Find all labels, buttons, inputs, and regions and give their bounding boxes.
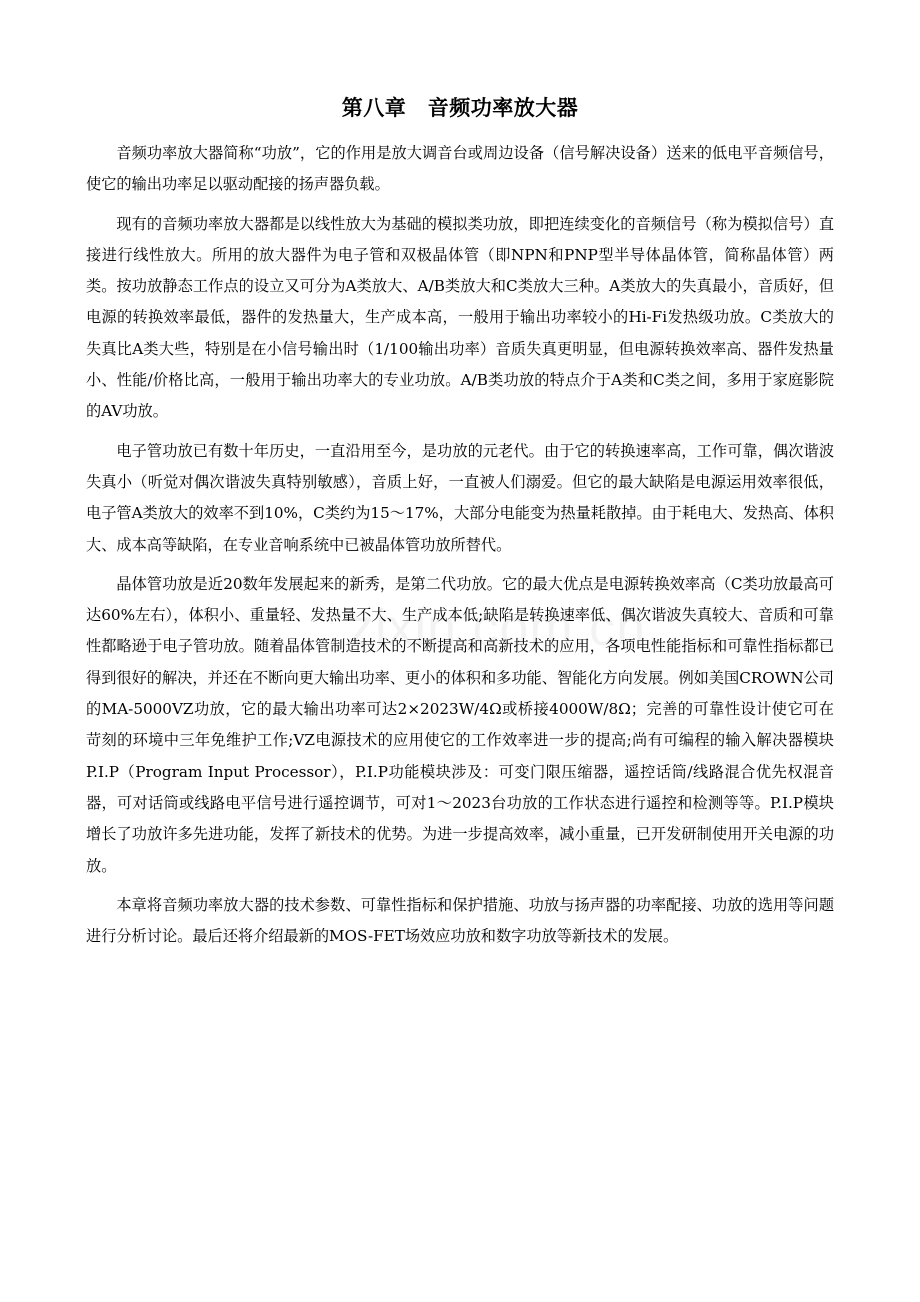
paragraph-amplifier-classes: 现有的音频功率放大器都是以线性放大为基础的模拟类功放，即把连续变化的音频信号（称为模拟信号）直接进行线性放大。所用的放大器件为电子管和双极晶体管（即NPN和PNP型半导体晶体管，简称晶体管）两类。按功放静态工作点的设立又可分为A类放大、A/B类放大和C类放大三种。A类放大的失真最小，音质好，但电源的转换效率最低，器件的发热量大，生产成本高，一般用于输出功率较小的Hi-Fi发热级功放。C类放大的失真比A类大些，特别是在小信号输出时（1/100输出功率）音质失真更明显，但电源转换效率高、器件发热量小、性能/价格比高，一般用于输出功率大的专业功放。A/B类功放的特点介于A类和C类之间，多用于家庭影院的AV功放。	[86, 214, 834, 421]
paragraph-tube-amplifier: 电子管功放已有数十年历史，一直沿用至今，是功放的元老代。由于它的转换速率高，工作可靠，偶次谐波失真小（听觉对偶次谐波失真特别敏感），音质上好，一直被人们溺爱。但它的最大缺陷是电源运用效率很低，电子管A类放大的效率不到10%，C类约为15～17%，大部分电能变为热量耗散掉。由于耗电大、发热高、体积大、成本高等缺陷，在专业音响系统中已被晶体管功放所替代。	[86, 441, 834, 554]
paragraph-intro: 音频功率放大器简称“功放”，它的作用是放大调音台或周边设备（信号解决设备）送来的低电平音频信号，使它的输出功率足以驱动配接的扬声器负载。	[86, 144, 834, 194]
document-body	[86, 138, 834, 952]
paragraph-chapter-overview: 本章将音频功率放大器的技术参数、可靠性指标和保护措施、功放与扬声器的功率配接、功放的选用等问题进行分析讨论。最后还将介绍最新的MOS-FET场效应功放和数字功放等新技术的发展。	[86, 895, 834, 946]
paragraph-transistor-amplifier: 晶体管功放是近20数年发展起来的新秀，是第二代功放。它的最大优点是电源转换效率高（C类功放最高可达60%左右），体积小、重量轻、发热量不大、生产成本低;缺陷是转换速率低、偶次谐波失真较大、音质和可靠性都略逊于电子管功放。随着晶体管制造技术的不断提高和高新技术的应用，各项电性能指标和可靠性指标都已得到很好的解决，并还在不断向更大输出功率、更小的体积和多功能、智能化方向发展。例如美国CROWN公司的MA-5000VZ功放，它的最大输出功率可达2×2023W/4Ω或桥接4000W/8Ω；完善的可靠性设计使它可在苛刻的环境中三年免维护工作;VZ电源技术的应用使它的工作效率进一步的提高;尚有可编程的输入解决器模块P.I.P（Program Input Processor），P.I.P功能模块涉及：可变门限压缩器，遥控话筒/线路混合优先权混音器，可对话筒或线路电平信号进行遥控调节，可对1～2023台功放的工作状态进行遥控和检测等等。P.I.P模块增长了功放许多先进功能，发挥了新技术的优势。为进一步提高效率，减小重量，已开发研制使用开关电源的功放。	[86, 574, 834, 875]
chapter-title: 第八章 音频功率放大器	[341, 95, 579, 120]
